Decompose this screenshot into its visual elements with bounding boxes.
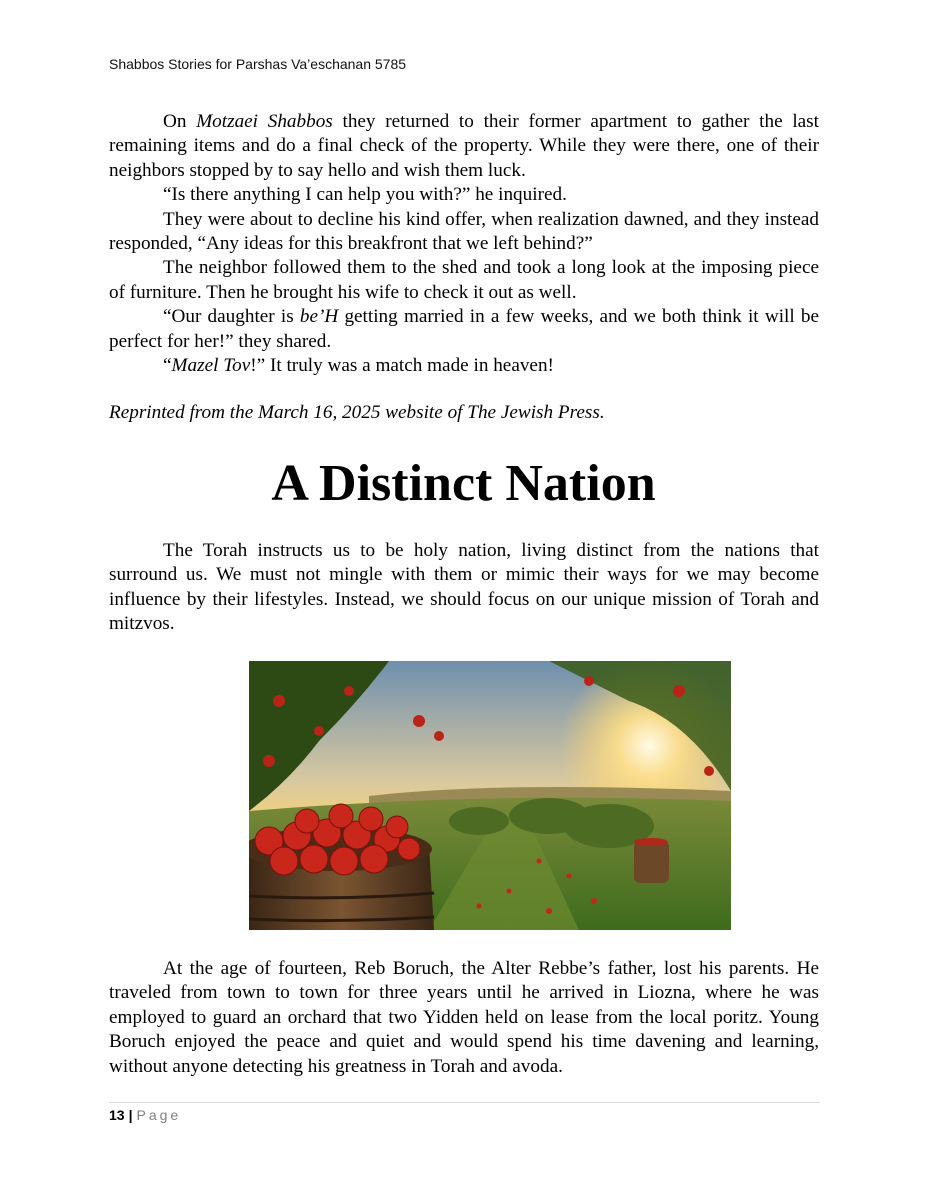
page-number: 13 bbox=[109, 1107, 125, 1123]
story-continuation bbox=[109, 110, 819, 378]
footer-separator: | bbox=[128, 1107, 133, 1123]
paragraph: “Our daughter is be’H getting married in a few weeks, and we both think it will be perfect for her!” they shared. bbox=[109, 306, 819, 352]
paragraph: The neighbor followed them to the shed and took a long look at the imposing piece of furniture. Then he brought his wife to check it out as well. bbox=[109, 257, 819, 303]
paragraph: The Torah instructs us to be holy nation, living distinct from the nations that surround us. We must not mingle with them or mimic their ways for we may become influence by their lifestyles. Instead, we should focus on our unique mission of Torah and mitzvos. bbox=[109, 540, 819, 635]
footer-divider bbox=[109, 1102, 820, 1103]
reprint-credit: Reprinted from the March 16, 2025 website of The Jewish Press. bbox=[109, 402, 605, 423]
page-label: Page bbox=[136, 1107, 182, 1123]
paragraph: On Motzaei Shabbos they returned to their former apartment to gather the last remaining items and do a final check of the property. While they were there, one of their neighbors stopped by to say hello and wish them luck. bbox=[109, 111, 819, 181]
paragraph: They were about to decline his kind offer, when realization dawned, and they instead responded, “Any ideas for this breakfront that we left behind?” bbox=[109, 208, 819, 255]
orchard-photo bbox=[249, 661, 731, 930]
article-intro bbox=[109, 539, 819, 637]
running-header: Shabbos Stories for Parshas Va’eschanan 5785 bbox=[109, 56, 407, 72]
article-body bbox=[109, 957, 819, 1079]
paragraph: At the age of fourteen, Reb Boruch, the Alter Rebbe’s father, lost his parents. He traveled from town to town for three years until he arrived in Liozna, where he was employed to guard an orchard that two Yidden held on lease from the local poritz. Young Boruch enjoyed the peace and quiet and would spend his time davening and learning, without anyone detecting his greatness in Torah and avoda. bbox=[109, 958, 819, 1077]
article-title: A Distinct Nation bbox=[271, 455, 656, 512]
paragraph: “Is there anything I can help you with?” he inquired. bbox=[163, 184, 567, 206]
paragraph: “Mazel Tov!” It truly was a match made in heaven! bbox=[163, 355, 554, 377]
page-footer bbox=[109, 1107, 181, 1123]
